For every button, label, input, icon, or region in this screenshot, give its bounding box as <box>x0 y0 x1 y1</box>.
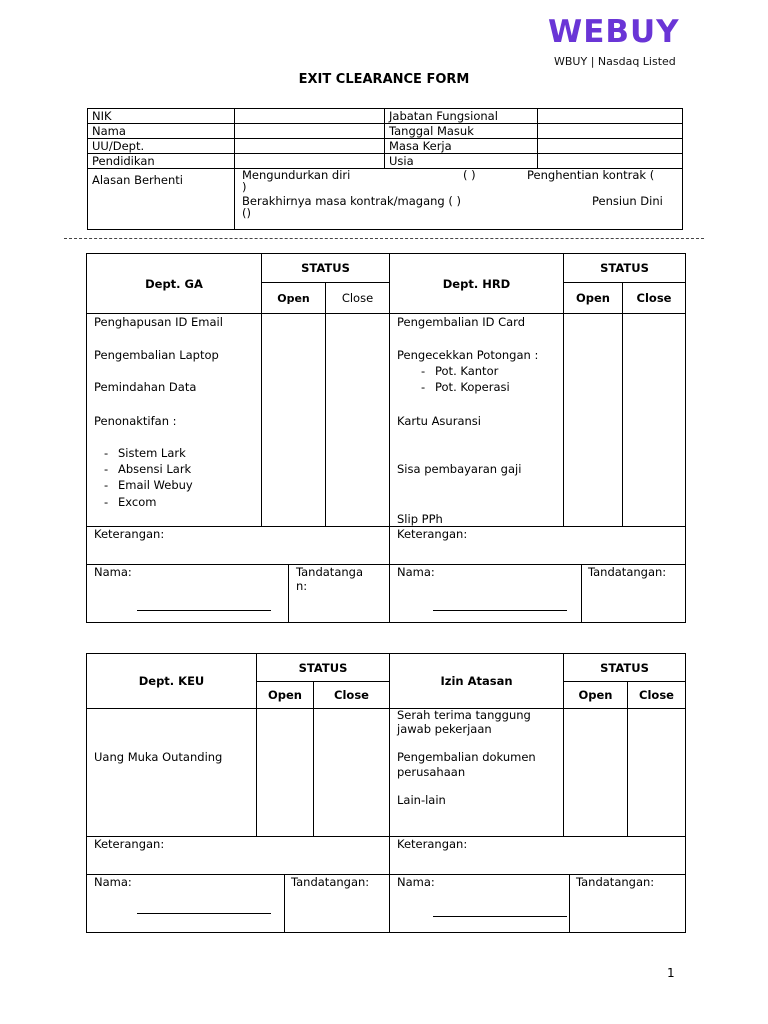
opt-penghentian: Penghentian kontrak ( <box>527 168 655 182</box>
keu-status-header: STATUS <box>257 654 390 682</box>
keu-signature-line <box>137 913 271 914</box>
jabatan-value[interactable] <box>538 109 683 124</box>
masa-kerja-value[interactable] <box>538 139 683 154</box>
ga-sub-lark: - Sistem Lark <box>100 446 186 460</box>
keu-open-header: Open <box>257 682 314 709</box>
page-number: 1 <box>667 966 675 980</box>
atasan-item-dokumen-b: perusahaan <box>397 765 466 779</box>
atasan-items <box>390 709 564 837</box>
opt-mengundurkan-paren: ( ) <box>463 168 476 182</box>
nama-value[interactable] <box>235 124 385 139</box>
ga-tandatangan-label-b: n: <box>296 579 308 593</box>
atasan-item-serah-b: jawab pekerjaan <box>397 722 492 736</box>
keu-tandatangan-label: Tandatangan: <box>291 875 370 889</box>
ga-keterangan[interactable]: Keterangan: <box>87 527 390 565</box>
ga-nama-label: Nama: <box>94 565 132 579</box>
logo-tagline: WBUY | Nasdaq Listed <box>554 55 676 68</box>
atasan-item-serah-a: Serah terima tanggung <box>397 708 531 722</box>
hrd-sub-koperasi: - Pot. Koperasi <box>417 380 510 394</box>
keu-atasan-table <box>86 653 686 875</box>
keu-nama-cell[interactable] <box>87 875 285 933</box>
ga-nama-cell[interactable] <box>87 565 289 623</box>
ga-status-header: STATUS <box>262 254 390 283</box>
ga-close-cell[interactable] <box>326 314 390 527</box>
ga-hrd-signature-table <box>86 564 686 623</box>
hrd-items <box>390 314 564 527</box>
uu-dept-label: UU/Dept. <box>88 139 235 154</box>
hrd-item-idcard: Pengembalian ID Card <box>397 315 525 329</box>
tanggal-masuk-label: Tanggal Masuk <box>385 124 538 139</box>
hrd-keterangan[interactable]: Keterangan: <box>390 527 686 565</box>
hrd-close-header: Close <box>623 283 686 314</box>
hrd-tandatangan-cell[interactable] <box>582 565 686 623</box>
pendidikan-label: Pendidikan <box>88 154 235 169</box>
hrd-item-gaji: Sisa pembayaran gaji <box>397 462 522 476</box>
hrd-nama-label: Nama: <box>397 565 435 579</box>
alasan-label: Alasan Berhenti <box>88 169 235 230</box>
keu-atasan-signature-table <box>86 874 686 933</box>
ga-sub-absensi: - Absensi Lark <box>100 462 191 476</box>
uu-dept-value[interactable] <box>235 139 385 154</box>
dept-hrd-header: Dept. HRD <box>390 254 564 314</box>
ga-items <box>87 314 262 527</box>
jabatan-label: Jabatan Fungsional <box>385 109 538 124</box>
atasan-item-dokumen-a: Pengembalian dokumen <box>397 750 536 764</box>
hrd-sub-kantor: - Pot. Kantor <box>417 364 498 378</box>
atasan-tandatangan-cell[interactable] <box>570 875 686 933</box>
ga-item-data: Pemindahan Data <box>94 380 197 394</box>
atasan-close-cell[interactable] <box>628 709 686 837</box>
ga-hrd-table <box>86 253 686 565</box>
atasan-nama-label: Nama: <box>397 875 435 889</box>
atasan-open-header: Open <box>564 682 628 709</box>
ga-tandatangan-cell[interactable] <box>289 565 390 623</box>
keu-open-cell[interactable] <box>257 709 314 837</box>
atasan-close-header: Close <box>628 682 686 709</box>
alasan-options[interactable] <box>235 169 683 230</box>
usia-value[interactable] <box>538 154 683 169</box>
atasan-status-header: STATUS <box>564 654 686 682</box>
opt-pensiun-paren: () <box>242 206 251 220</box>
opt-berakhirnya: Berakhirnya masa kontrak/magang ( ) <box>242 194 462 208</box>
keu-close-cell[interactable] <box>314 709 390 837</box>
atasan-open-cell[interactable] <box>564 709 628 837</box>
ga-item-email: Penghapusan ID Email <box>94 315 223 329</box>
ga-open-header: Open <box>262 283 326 314</box>
hrd-item-potongan: Pengecekkan Potongan : <box>397 348 539 362</box>
atasan-signature-line <box>433 916 567 917</box>
hrd-status-header: STATUS <box>564 254 686 283</box>
hrd-item-asuransi: Kartu Asuransi <box>397 414 481 428</box>
atasan-nama-cell[interactable] <box>390 875 570 933</box>
ga-sub-excom: - Excom <box>100 495 156 509</box>
ga-signature-line <box>137 610 271 611</box>
dept-ga-header: Dept. GA <box>87 254 262 314</box>
hrd-open-cell[interactable] <box>564 314 623 527</box>
nik-label: NIK <box>88 109 235 124</box>
usia-label: Usia <box>385 154 538 169</box>
cut-line <box>64 238 704 239</box>
hrd-signature-line <box>433 610 567 611</box>
tanggal-masuk-value[interactable] <box>538 124 683 139</box>
keu-items <box>87 709 257 837</box>
atasan-item-lain: Lain-lain <box>397 793 446 807</box>
hrd-open-header: Open <box>564 283 623 314</box>
webuy-logo: WEBUY <box>548 14 680 50</box>
hrd-item-pph: Slip PPh <box>397 512 443 526</box>
izin-atasan-header: Izin Atasan <box>390 654 564 709</box>
form-title: EXIT CLEARANCE FORM <box>298 72 470 87</box>
dept-keu-header: Dept. KEU <box>87 654 257 709</box>
keu-item-uang-muka: Uang Muka Outanding <box>94 750 223 764</box>
opt-mengundurkan: Mengundurkan diri <box>242 168 351 182</box>
ga-item-laptop: Pengembalian Laptop <box>94 348 219 362</box>
ga-sub-email: - Email Webuy <box>100 478 193 492</box>
ga-open-cell[interactable] <box>262 314 326 527</box>
pendidikan-value[interactable] <box>235 154 385 169</box>
ga-item-nonaktif: Penonaktifan : <box>94 414 177 428</box>
opt-pensiun: Pensiun Dini <box>592 194 663 208</box>
ga-tandatangan-label-a: Tandatanga <box>296 565 363 579</box>
hrd-tandatangan-label: Tandatangan: <box>588 565 667 579</box>
opt-penghentian-paren: ) <box>242 180 247 194</box>
employee-info-table <box>87 108 683 230</box>
hrd-close-cell[interactable] <box>623 314 686 527</box>
keu-close-header: Close <box>314 682 390 709</box>
nik-value[interactable] <box>235 109 385 124</box>
atasan-keterangan[interactable]: Keterangan: <box>390 837 686 875</box>
masa-kerja-label: Masa Kerja <box>385 139 538 154</box>
nama-label: Nama <box>88 124 235 139</box>
keu-nama-label: Nama: <box>94 875 132 889</box>
atasan-tandatangan-label: Tandatangan: <box>576 875 655 889</box>
hrd-nama-cell[interactable] <box>390 565 582 623</box>
ga-close-header: Close <box>326 283 390 314</box>
keu-tandatangan-cell[interactable] <box>285 875 390 933</box>
keu-keterangan[interactable]: Keterangan: <box>87 837 390 875</box>
